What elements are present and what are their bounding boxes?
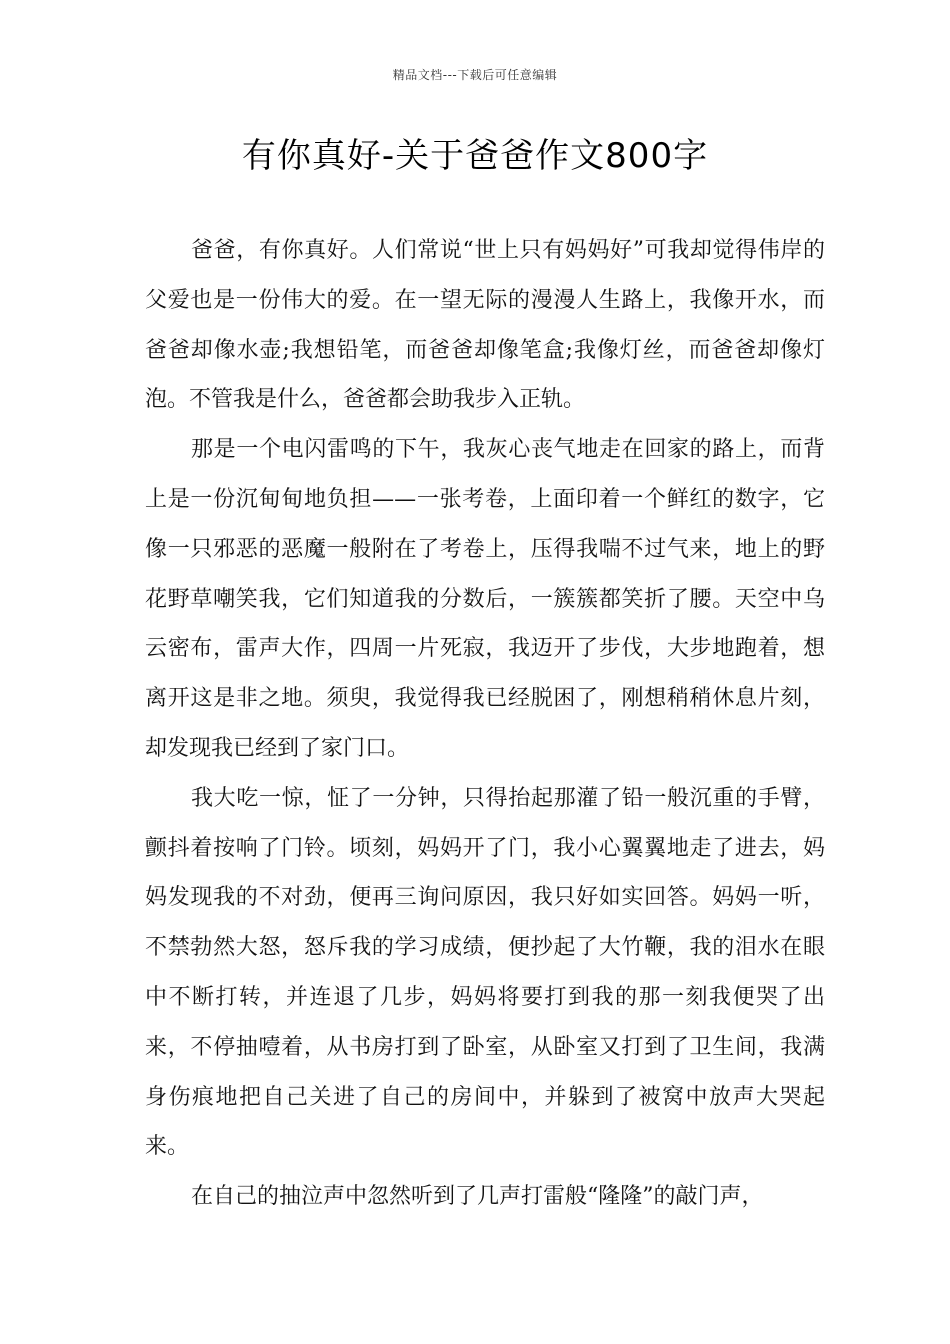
paragraph-3: 我大吃一惊，怔了一分钟，只得抬起那灌了铅一般沉重的手臂，颤抖着按响了门铃。顷刻，妈妈开了门，我小心翼翼地走了进去，妈妈发现我的不对劲，便再三询问原因，我只好如实回答。妈妈一听，不禁勃然大怒，怒斥我的学习成绩，便抄起了大竹鞭，我的泪水在眼中不断打转，并连退了几步，妈妈将要打到我的那一刻我便哭了出来，不停抽噎着，从书房打到了卧室，从卧室又打到了卫生间，我满身伤痕地把自己关进了自己的房间中，并躲到了被窝中放声大哭起来。 [145,785,825,1160]
paragraph-2: 那是一个电闪雷鸣的下午，我灰心丧气地走在回家的路上，而背上是一份沉甸甸地负担——一张考卷，上面印着一个鲜红的数字，它像一只邪恶的恶魔一般附在了考卷上，压得我喘不过气来，地上的野花野草嘲笑我，它们知道我的分数后，一簇簇都笑折了腰。天空中乌云密布，雷声大作，四周一片死寂，我迈开了步伐，大步地跑着，想离开这是非之地。须臾，我觉得我已经脱困了，刚想稍稍休息片刻，却发现我已经到了家门口。 [145,437,825,761]
paragraph-4: 在自己的抽泣声中忽然听到了几声打雷般“隆隆”的敲门声， [191,1184,764,1210]
document-body [145,226,825,1222]
paragraph-1: 爸爸，有你真好。人们常说“世上只有妈妈好”可我却觉得伟岸的父爱也是一份伟大的爱。在一望无际的漫漫人生路上，我像开水，而爸爸却像水壶;我想铅笔，而爸爸却像笔盒;我像灯丝，而爸爸却像灯泡。不管我是什么，爸爸都会助我步入正轨。 [145,238,825,413]
header-note: 精品文档---下载后可任意编辑 [392,68,558,82]
document-title: 有你真好-关于爸爸作文800字 [241,136,709,176]
